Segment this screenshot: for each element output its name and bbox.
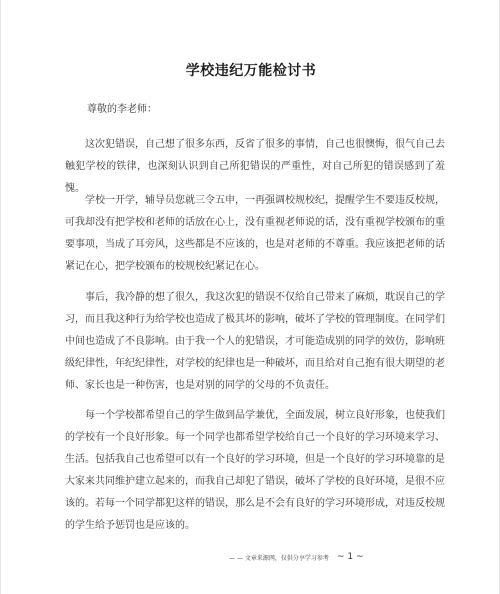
paragraph-1: 这次犯错误，自己想了很多东西，反省了很多的事情，自己也很懊悔，很气自己去触犯学校的铁律，也深刻认识到自己所犯错误的严重性，对自己所犯的错误感到了羞愧。 (65, 139, 445, 194)
footer-note: — — 文章来源网，仅供分享学习参考 (229, 555, 329, 562)
salutation: 尊敬的李老师： (87, 104, 157, 115)
paragraph-4: 每一个学校都希望自己的学生做到品学兼优，全面发展，树立良好形象，也使我们的学校有一个良好形象。每一个同学也都希望学校给自己一个良好的学习环境来学习、生活。包括我自己也希望可以有一个良好的学习环境，但是一个良好的学习环境靠的是大家来共同维护建立起来的，而我自己却犯了错误，破坏了学校的良好环境，是很不应该的。若每一个同学都犯这样的错误，那么是不会有良好的学习环境形成，对违反校规的学生给予惩罚也是应该的。 (65, 410, 445, 531)
document-title: 学校违纪万能检讨书 (185, 63, 317, 79)
page-number: ~ 1 ~ (337, 552, 364, 562)
paragraph-3: 事后，我冷静的想了很久，我这次犯的错误不仅给自己带来了麻烦，耽误自己的学习，而且我这种行为给学校也造成了极其坏的影响，破坏了学校的管理制度。在同学们中间也造成了不良影响。由于我一个人的犯错误，才可能造成别的同学的效仿，影响班级纪律性，年纪纪律性，对学校的纪律也是一种破坏，而且给对自己抱有很大期望的老师、家长也是一种伤害，也是对别的同学的父母的不负责任。 (65, 292, 445, 391)
paragraph-2: 学校一开学，辅导员您就三令五申，一再强调校规校纪，提醒学生不要违反校规，可我却没有把学校和老师的话放在心上，没有重视老师说的话，没有重视学校颁布的重要事项，当成了耳旁风，这些都是不应该的，也是对老师的不尊重。我应该把老师的话紧记在心，把学校颁布的校规校纪紧记在心。 (65, 195, 445, 272)
